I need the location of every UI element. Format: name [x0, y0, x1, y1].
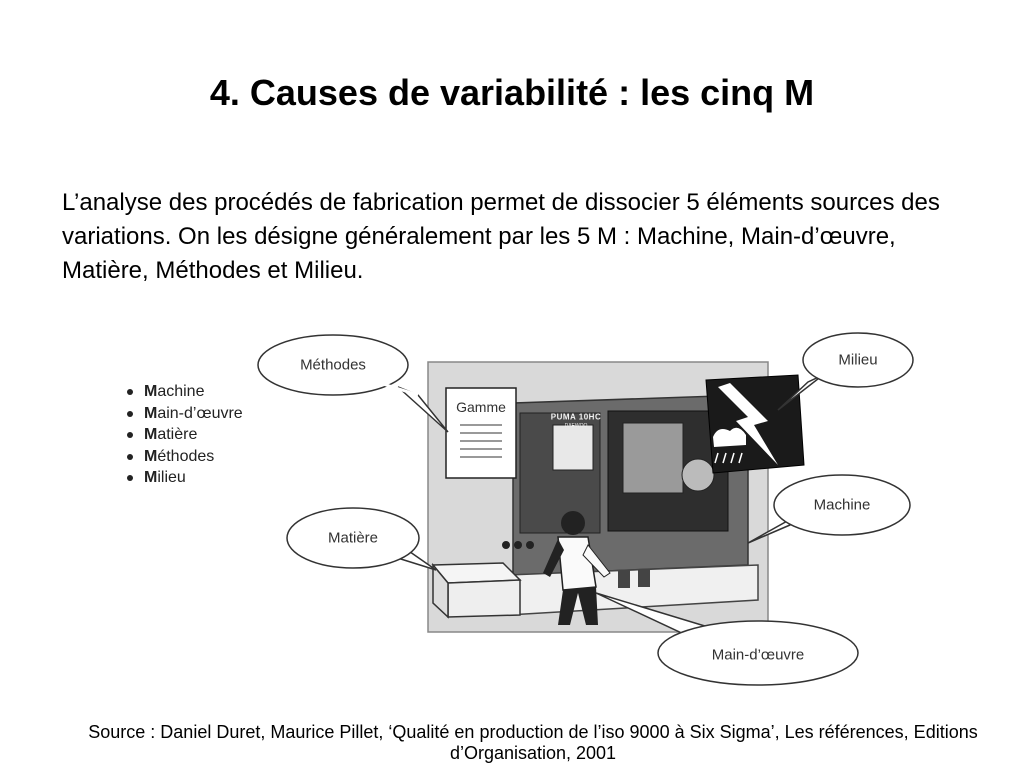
weather-icon — [706, 375, 804, 473]
milieu-bubble-label: Milieu — [838, 351, 878, 369]
list-item: Milieu — [122, 467, 243, 489]
main-doeuvre-bubble-label: Main-d’œuvre — [711, 646, 805, 664]
slide-title: 4. Causes de variabilité : les cinq M — [209, 72, 815, 113]
list-item: Main-d’œuvre — [122, 403, 243, 425]
intro-paragraph: L’analyse des procédés de fabrication permet de dissocier 5 éléments sources des variations. On les désigne généralement par les 5 M : Machine, Main-d’œuvre, Matière, Méthodes et Milieu. — [62, 189, 940, 284]
gamme-label: Gamme — [456, 399, 506, 415]
list-item: Machine — [122, 381, 243, 403]
five-m-figure — [118, 325, 933, 690]
five-m-list — [122, 381, 243, 489]
machine-brand-label: PUMA 10HC — [550, 412, 602, 422]
material-box — [433, 563, 520, 617]
list-item: Matière — [122, 424, 243, 446]
source-citation: Source : Daniel Duret, Maurice Pillet, ‘Qualité en production de l’iso 9000 à Six Sigma’, Les références, Editions d’Organisation, 2001 — [88, 722, 978, 763]
machine-bubble-label: Machine — [813, 496, 871, 514]
machine-maker-label: DAEWOO — [564, 423, 588, 429]
workshop-illustration — [118, 325, 933, 690]
methodes-bubble-shape — [258, 335, 448, 432]
methodes-bubble-label: Méthodes — [300, 356, 366, 374]
matiere-bubble-label: Matière — [327, 529, 379, 547]
list-item: Méthodes — [122, 446, 243, 468]
